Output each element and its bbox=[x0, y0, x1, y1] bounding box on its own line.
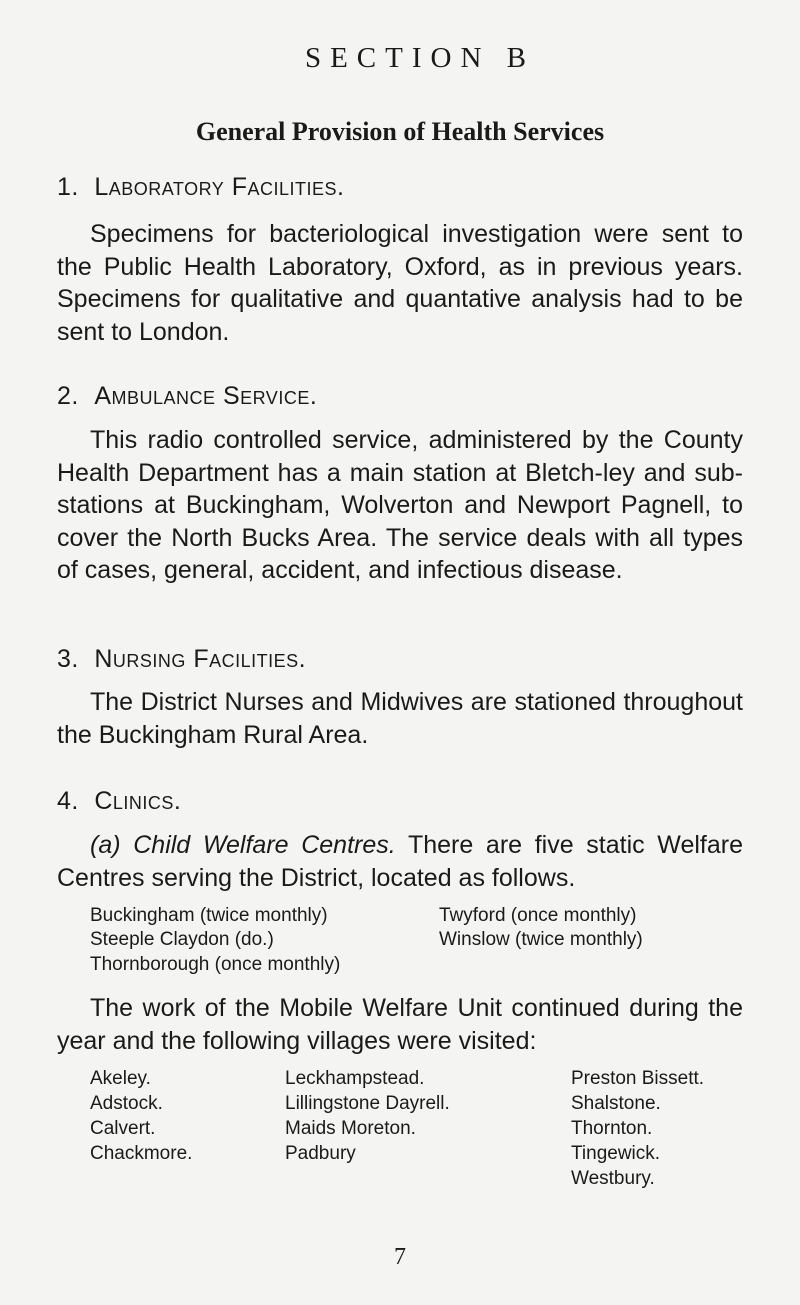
paragraph-ambulance: This radio controlled service, administered by the County Health Department has a main station at Bletch-ley and sub-stations at Buckingham, Wolverton and Newport Pagnell, to cover the North Bucks Area. The service deals with all types of cases, general, accident, and infectious disease. bbox=[57, 426, 743, 584]
paragraph-laboratory: Specimens for bacteriological investigation were sent to the Public Health Laboratory, Oxford, as in previous years. Specimens for qualitative and quantative analysis had to be sent to London. bbox=[57, 220, 743, 346]
item-title: Ambulance Service. bbox=[94, 382, 318, 410]
village-item: Chackmore. bbox=[90, 1143, 193, 1164]
village-item: Westbury. bbox=[571, 1168, 655, 1189]
centre-item: Steeple Claydon (do.) bbox=[90, 929, 274, 950]
sub-heading: Child Welfare Centres. bbox=[133, 831, 396, 859]
paragraph-mobile-unit: The work of the Mobile Welfare Unit continued during the year and the following villages were visited: bbox=[57, 994, 743, 1055]
village-item: Padbury bbox=[285, 1143, 356, 1164]
village-item: Lillingstone Dayrell. bbox=[285, 1093, 450, 1114]
village-item: Akeley. bbox=[90, 1068, 151, 1089]
sub-label: (a) bbox=[90, 831, 121, 859]
centre-item: Buckingham (twice monthly) bbox=[90, 905, 328, 926]
item-heading-laboratory bbox=[57, 173, 344, 202]
village-item: Thornton. bbox=[571, 1118, 653, 1139]
page-number: 7 bbox=[394, 1244, 406, 1270]
village-item: Preston Bissett. bbox=[571, 1068, 705, 1089]
item-number: 2. bbox=[57, 382, 79, 410]
village-item: Maids Moreton. bbox=[285, 1118, 416, 1139]
item-title: Laboratory Facilities. bbox=[94, 173, 345, 201]
paragraph-nursing: The District Nurses and Midwives are stationed throughout the Buckingham Rural Area. bbox=[57, 688, 743, 749]
village-item: Leckhampstead. bbox=[285, 1068, 425, 1089]
village-item: Shalstone. bbox=[571, 1093, 661, 1114]
item-number: 4. bbox=[57, 787, 79, 815]
document-title: General Provision of Health Services bbox=[195, 117, 605, 146]
item-number: 1. bbox=[57, 173, 79, 201]
village-item: Calvert. bbox=[90, 1118, 156, 1139]
child-welfare-intro: There are five static Welfare Centres serving the District, located as follows. bbox=[57, 831, 743, 892]
item-title: Nursing Facilities. bbox=[94, 645, 307, 673]
item-title: Clinics. bbox=[94, 787, 182, 815]
section-heading: SECTION B bbox=[304, 42, 536, 74]
paragraph-child-welfare bbox=[57, 829, 743, 894]
village-item: Tingewick. bbox=[571, 1143, 661, 1164]
centre-item: Winslow (twice monthly) bbox=[439, 929, 643, 950]
item-heading-nursing bbox=[57, 645, 306, 674]
centre-item: Thornborough (once monthly) bbox=[90, 954, 341, 975]
village-item: Adstock. bbox=[90, 1093, 163, 1114]
centre-item: Twyford (once monthly) bbox=[439, 905, 637, 926]
item-number: 3. bbox=[57, 645, 79, 673]
item-heading-clinics bbox=[57, 787, 181, 816]
item-heading-ambulance bbox=[57, 382, 317, 411]
